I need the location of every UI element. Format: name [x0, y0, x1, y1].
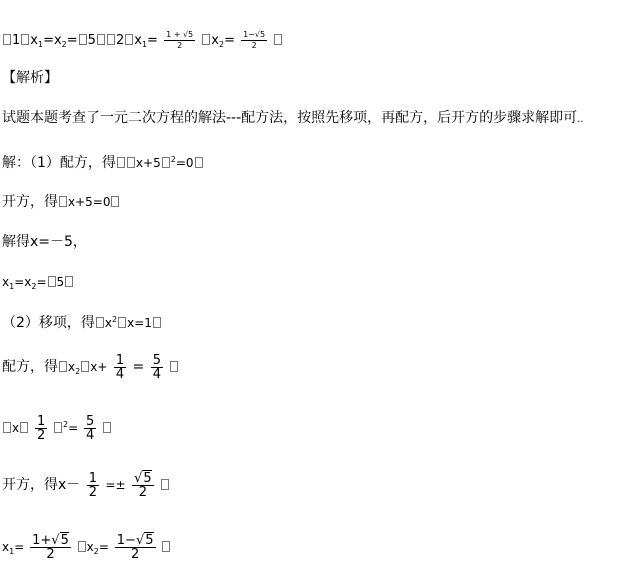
ellipsis-dots: ..	[577, 114, 584, 125]
missing-glyph-icon	[118, 317, 126, 328]
missing-glyph-icon	[79, 34, 87, 45]
var-x: x	[211, 33, 219, 48]
missing-glyph-icon	[162, 157, 170, 168]
expression: x+5=0	[68, 195, 111, 209]
superscript: 2	[170, 155, 176, 164]
missing-glyph-icon	[274, 34, 282, 45]
missing-glyph-icon	[81, 361, 89, 372]
answer-line	[2, 30, 283, 53]
denominator: 2	[251, 41, 257, 50]
equals: =	[98, 540, 109, 554]
fraction	[87, 472, 99, 499]
missing-glyph-icon	[111, 196, 119, 207]
superscript: 2	[63, 420, 69, 429]
missing-glyph-icon	[20, 422, 28, 433]
var-x: x	[104, 316, 113, 330]
subscript: 2	[61, 40, 67, 49]
p2-final	[2, 530, 171, 569]
step-label: 开方，得x－	[2, 477, 81, 493]
equals-x: =x	[43, 33, 62, 48]
fraction	[151, 354, 163, 381]
var-x: x	[2, 275, 10, 289]
subscript: 1	[37, 40, 44, 49]
fraction	[132, 472, 154, 499]
missing-glyph-icon	[3, 422, 11, 433]
missing-glyph-icon	[97, 34, 105, 45]
missing-glyph-icon	[21, 34, 29, 45]
step-label: 开方，得	[2, 194, 58, 210]
denominator: 2	[138, 484, 147, 500]
equals: =	[36, 275, 47, 289]
missing-glyph-icon	[59, 361, 67, 372]
missing-glyph-icon	[107, 34, 115, 45]
var-x: x	[30, 33, 38, 48]
part-number: 1	[12, 33, 21, 48]
equals: =	[224, 33, 235, 48]
subscript: 2	[219, 40, 225, 49]
radicand: 5	[60, 533, 69, 548]
numerator: 5	[86, 414, 95, 429]
denominator: 4	[86, 428, 95, 443]
fraction	[115, 534, 156, 561]
subscript: 2	[31, 282, 37, 291]
part-number: 2	[115, 33, 125, 48]
intro-text	[2, 110, 584, 128]
numerator: 1−√5	[243, 30, 266, 39]
p2-yixiang	[2, 312, 162, 331]
radicand: 5	[145, 533, 154, 548]
missing-glyph-icon	[65, 276, 73, 287]
subscript: 1	[141, 40, 148, 49]
denominator: 2	[131, 547, 140, 562]
sqrt-icon: √5	[51, 533, 69, 548]
numerator	[115, 534, 156, 548]
step-label: （2）移项，得	[2, 315, 95, 331]
equals: =	[147, 33, 158, 48]
missing-glyph-icon	[125, 34, 133, 45]
denominator: 4	[115, 366, 125, 382]
missing-glyph-icon	[170, 361, 178, 372]
numerator	[132, 472, 154, 486]
numerator-prefix: 1−	[116, 533, 136, 548]
missing-glyph-icon	[195, 157, 203, 168]
denominator: 2	[36, 428, 46, 443]
p1-jiede: 解得x=－5，	[2, 234, 87, 250]
step-label: 解：（1）配方，得	[2, 155, 116, 171]
var-x: x	[134, 33, 142, 48]
expression: x+	[90, 360, 108, 374]
numerator: 5	[152, 352, 162, 368]
subscript: 2	[75, 367, 81, 376]
intro-content: 试题本题考查了一元二次方程的解法---配方法，按照先移项，再配方，后开方的步骤求解即可	[2, 110, 578, 126]
p1-peifang	[2, 152, 204, 171]
fraction	[35, 415, 47, 442]
var-x: x	[86, 540, 94, 554]
equals: =	[132, 359, 145, 375]
missing-glyph-icon	[202, 34, 210, 45]
rhs: =0	[175, 156, 194, 170]
missing-glyph-icon	[48, 276, 56, 287]
fraction	[164, 30, 195, 51]
subscript: 1	[9, 547, 15, 556]
value: 5	[56, 275, 65, 289]
missing-glyph-icon	[161, 479, 169, 490]
step-label: 配方，得	[2, 359, 58, 375]
var-x: x	[2, 540, 10, 554]
p2-peifang	[2, 352, 179, 387]
equals-plusminus: =±	[105, 478, 126, 492]
p2-square	[2, 410, 112, 443]
missing-glyph-icon	[117, 157, 125, 168]
fraction	[114, 354, 126, 381]
section-title: 【解析】	[2, 70, 58, 86]
missing-glyph-icon	[59, 196, 67, 207]
fraction	[241, 30, 267, 51]
missing-glyph-icon	[54, 422, 62, 433]
sqrt-icon: √5	[135, 533, 154, 548]
expression: x=1	[127, 316, 152, 330]
p2-kaifang	[2, 468, 170, 502]
p1-kaifang	[2, 194, 120, 210]
equals-x: =x	[14, 275, 32, 289]
numerator: 1	[115, 352, 125, 368]
missing-glyph-icon	[96, 317, 104, 328]
subscript: 2	[93, 547, 99, 556]
denominator: 2	[46, 547, 55, 562]
numerator: 1	[88, 470, 98, 486]
numerator	[30, 534, 71, 548]
radicand: 5	[143, 470, 152, 486]
numerator-prefix: 1+	[32, 533, 52, 548]
denominator: 2	[177, 41, 183, 50]
equals: =	[68, 421, 79, 435]
var-x: x	[68, 360, 76, 374]
denominator: 4	[152, 366, 162, 382]
missing-glyph-icon	[3, 34, 11, 45]
missing-glyph-icon	[153, 317, 161, 328]
expression: x+5	[135, 156, 161, 170]
missing-glyph-icon	[103, 422, 111, 433]
subscript: 1	[9, 282, 15, 291]
missing-glyph-icon	[162, 541, 170, 552]
fraction	[84, 415, 96, 442]
sqrt-icon: √5	[134, 470, 152, 486]
missing-glyph-icon	[127, 157, 135, 168]
fraction	[30, 534, 71, 561]
equals: =	[66, 33, 78, 48]
p1-result	[2, 274, 74, 295]
var-x: x	[12, 421, 20, 435]
numerator: 1 + √5	[166, 30, 194, 39]
numerator: 1	[36, 414, 46, 429]
missing-glyph-icon	[78, 541, 86, 552]
denominator: 2	[88, 484, 98, 500]
value: 5	[87, 33, 96, 48]
superscript: 2	[112, 315, 118, 324]
equals: =	[14, 540, 25, 554]
